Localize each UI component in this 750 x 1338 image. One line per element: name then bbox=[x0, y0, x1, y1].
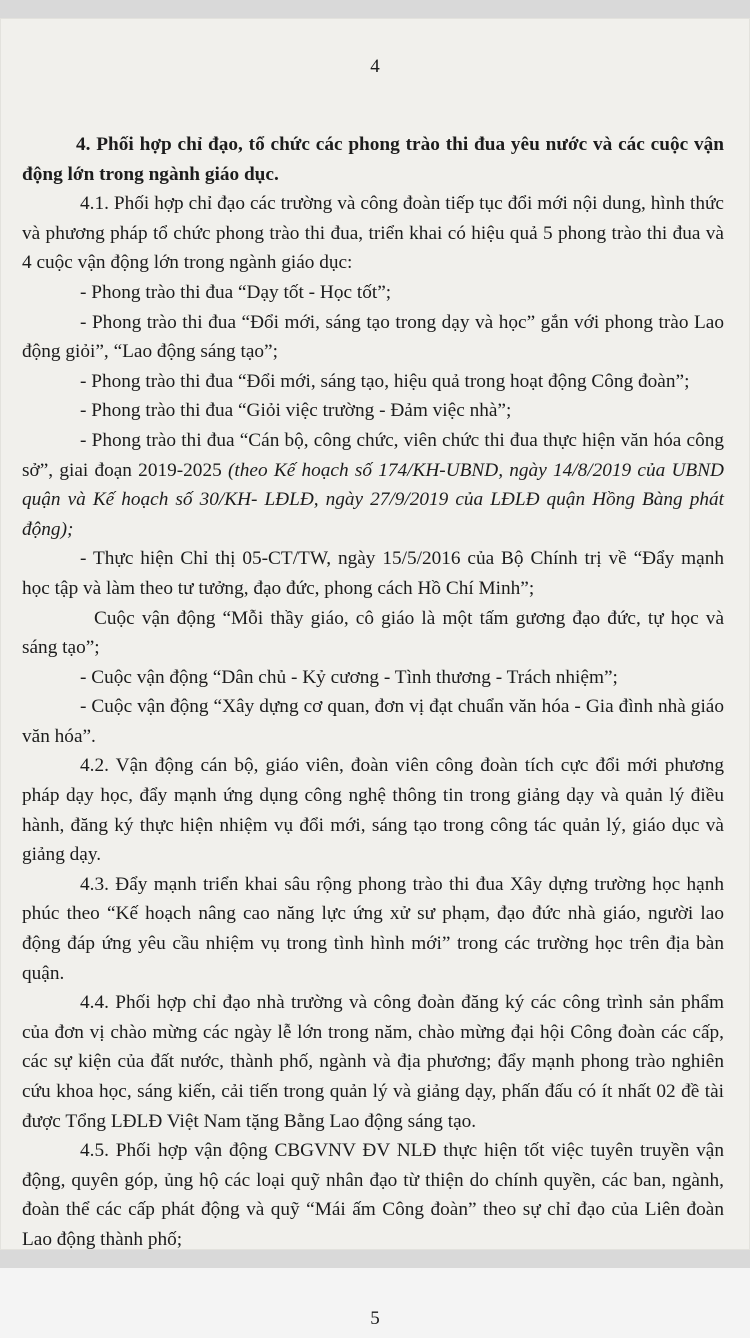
document-page bbox=[0, 18, 750, 1250]
bullet-item-5 bbox=[22, 426, 724, 544]
paragraph-4-5: 4.5. Phối hợp vận động CBGVNV ĐV NLĐ thực hiện tốt việc tuyên truyền vận động, quyên góp, ủng hộ các loại quỹ nhân đạo từ thiện do chính quyền, các ban, ngành, đoàn thể các cấp phát động và quỹ “Mái ấm Công đoàn” theo sự chỉ đạo của Liên đoàn Lao động thành phố; bbox=[22, 1140, 724, 1250]
paragraph-4-4: 4.4. Phối hợp chỉ đạo nhà trường và công đoàn đăng ký các công trình sản phẩm của đơn vị chào mừng các ngày lễ lớn trong năm, chào mừng đại hội Công đoàn các cấp, các sự kiện của đất nước, thành phố, ngành và địa phương; đẩy mạnh phong trào nghiên cứu khoa học, sáng kiến, cải tiến trong quản lý và giảng dạy, phấn đấu có ít nhất 02 đề tài được Tổng LĐLĐ Việt Nam tặng Bằng Lao động sáng tạo. bbox=[22, 992, 724, 1132]
bullet-item-7: Cuộc vận động “Mỗi thầy giáo, cô giáo là một tấm gương đạo đức, tự học và sáng tạo”; bbox=[22, 607, 724, 659]
section-heading-4: 4. Phối hợp chỉ đạo, tổ chức các phong trào thi đua yêu nước và các cuộc vận động lớn trong ngành giáo dục. bbox=[22, 134, 724, 185]
bullet-item-2: - Phong trào thi đua “Đổi mới, sáng tạo trong dạy và học” gắn với phong trào Lao động giỏi”, “Lao động sáng tạo”; bbox=[22, 311, 724, 363]
bullet-item-6: - Thực hiện Chỉ thị 05-CT/TW, ngày 15/5/2016 của Bộ Chính trị về “Đẩy mạnh học tập và làm theo tư tưởng, đạo đức, phong cách Hồ Chí Minh”; bbox=[22, 548, 724, 599]
paragraph-4-2: 4.2. Vận động cán bộ, giáo viên, đoàn viên công đoàn tích cực đổi mới phương pháp dạy học, đẩy mạnh ứng dụng công nghệ thông tin trong giảng dạy và quản lý điều hành, đăng ký thực hiện nhiệm vụ đổi mới, sáng tạo trong công tác quản lý, giáo dục và giảng dạy. bbox=[22, 755, 724, 866]
paragraph-4-1: 4.1. Phối hợp chỉ đạo các trường và công đoàn tiếp tục đổi mới nội dung, hình thức và phương pháp tổ chức phong trào thi đua, triển khai có hiệu quả 5 phong trào thi đua và 4 cuộc vận động lớn trong ngành giáo dục: bbox=[22, 193, 724, 274]
bullet-item-4: - Phong trào thi đua “Giỏi việc trường - Đảm việc nhà”; bbox=[80, 400, 512, 422]
bullet-item-5-text: - Phong trào thi đua “Cán bộ, công chức, viên chức thi đua thực hiện văn hóa công sở”, giai đoạn 2019-2025 bbox=[22, 429, 724, 481]
next-page bbox=[0, 1268, 750, 1338]
bullet-item-3: - Phong trào thi đua “Đổi mới, sáng tạo, hiệu quả trong hoạt động Công đoàn”; bbox=[80, 370, 690, 392]
page-number-bottom: 5 bbox=[370, 1308, 380, 1329]
bullet-item-9: - Cuộc vận động “Xây dựng cơ quan, đơn vị đạt chuẩn văn hóa - Gia đình nhà giáo văn hóa”. bbox=[22, 696, 724, 747]
paragraph-4-3: 4.3. Đẩy mạnh triển khai sâu rộng phong trào thi đua Xây dựng trường học hạnh phúc theo “Kế hoạch nâng cao năng lực ứng xử sư phạm, đạo đức nhà giáo, người lao động đáp ứng yêu cầu nhiệm vụ trong tình hình mới” trong các trường học trên địa bàn quận. bbox=[22, 873, 724, 984]
bullet-item-1: - Phong trào thi đua “Dạy tốt - Học tốt”; bbox=[80, 281, 392, 303]
document-body bbox=[22, 130, 724, 1255]
bullet-item-5-reference: (theo Kế hoạch số 174/KH-UBND, ngày 14/8/2019 của UBND quận và Kế hoạch số 30/KH- LĐLĐ, ngày 27/9/2019 của LĐLĐ quận Hồng Bàng phát động); bbox=[22, 459, 724, 540]
bullet-item-8: - Cuộc vận động “Dân chủ - Kỷ cương - Tình thương - Trách nhiệm”; bbox=[80, 666, 618, 688]
page-number-top: 4 bbox=[370, 56, 380, 77]
